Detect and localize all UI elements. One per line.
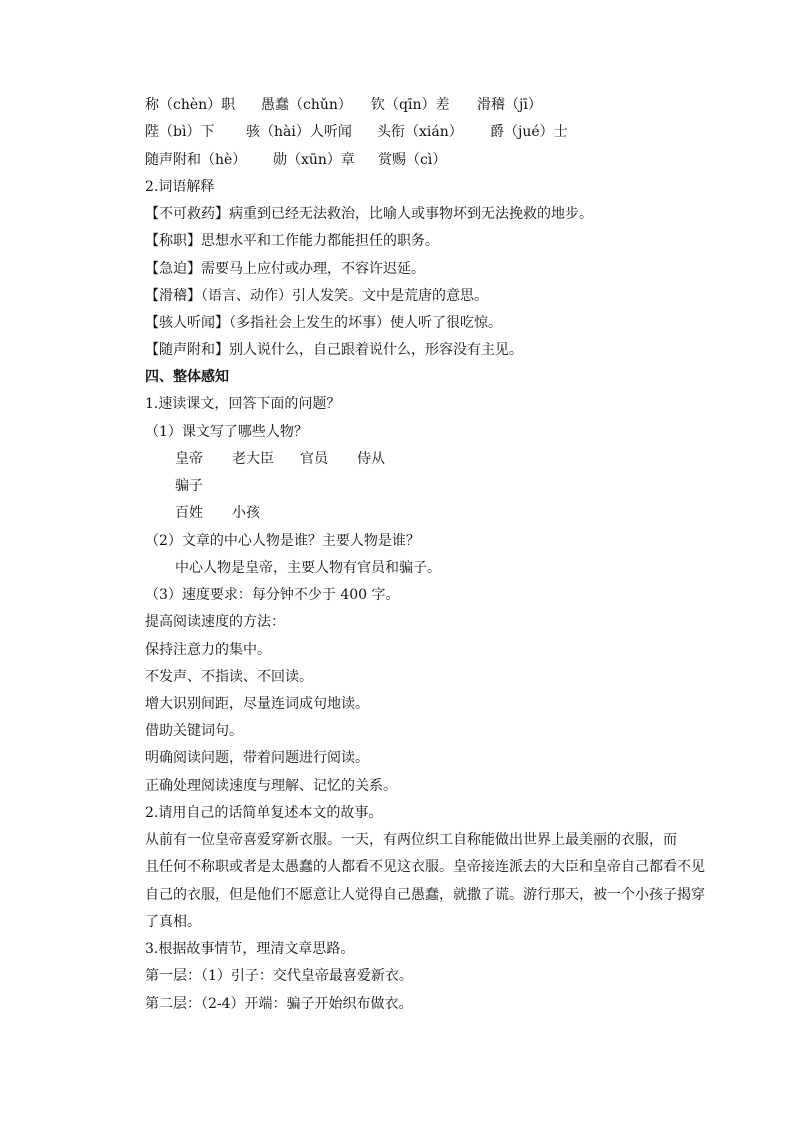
pinyin-item: 钦（qīn）差 xyxy=(371,97,450,113)
pinyin-item: 随声附和（hè） xyxy=(145,152,247,168)
story-line: 且任何不称职或者是太愚蠢的人都看不见这衣服。皇帝接连派去的大臣和皇帝自己都看不见 xyxy=(145,859,705,875)
pinyin-item: 头衔（xián） xyxy=(377,124,463,140)
method-item: 增大识别间距，尽量连词成句地读。 xyxy=(145,696,369,712)
pinyin-item: 骇（hài）人听闻 xyxy=(246,124,352,140)
outline-item: 第一层：（1）引子：交代皇帝最喜爱新衣。 xyxy=(145,968,413,984)
vocab-item: 【急迫】需要马上应付或办理，不容许迟延。 xyxy=(145,261,425,277)
character-item: 老大臣 xyxy=(232,451,274,467)
character-item: 骗子 xyxy=(175,478,203,494)
vocab-item: 【滑稽】（语言、动作）引人发笑。文中是荒唐的意思。 xyxy=(145,288,488,304)
pinyin-item: 愚蠢（chǔn） xyxy=(261,97,352,113)
sub-question: （2）文章的中心人物是谁？主要人物是谁？ xyxy=(145,533,420,549)
story-line: 从前有一位皇帝喜爱穿新衣服。一天，有两位织工自称能做出世界上最美丽的衣服，而 xyxy=(145,832,677,848)
sub-question: （1）课文写了哪些人物？ xyxy=(145,424,308,440)
method-item: 正确处理阅读速度与理解、记忆的关系。 xyxy=(145,778,397,794)
character-item: 官员 xyxy=(300,451,328,467)
story-line: 自己的衣服，但是他们不愿意让人觉得自己愚蠢，就撒了谎。游行那天，被一个小孩子揭穿 xyxy=(145,887,705,903)
question: 1.速读课文，回答下面的问题？ xyxy=(145,396,341,412)
method-item: 不发声、不指读、不回读。 xyxy=(145,669,313,685)
vocab-heading: 2.词语解释 xyxy=(145,179,215,195)
pinyin-item: 滑稽（jī） xyxy=(477,97,542,113)
method-item: 明确阅读问题，带着问题进行阅读。 xyxy=(145,750,369,766)
sub-question: （3）速度要求：每分钟不少于 400 字。 xyxy=(145,587,400,603)
pinyin-item: 爵（jué）士 xyxy=(490,124,568,140)
outline-item: 第二层：（2-4）开端：骗子开始织布做衣。 xyxy=(145,996,413,1012)
character-item: 皇帝 xyxy=(175,451,203,467)
pinyin-item: 赏赐（cì） xyxy=(378,152,447,168)
pinyin-item: 称（chèn）职 xyxy=(145,97,236,113)
pinyin-item: 陛（bì）下 xyxy=(145,124,215,140)
pinyin-item: 勋（xūn）章 xyxy=(273,152,355,168)
section-heading: 四、整体感知 xyxy=(145,369,229,385)
story-line: 了真相。 xyxy=(145,914,201,930)
vocab-item: 【不可救药】病重到已经无法救治，比喻人或事物坏到无法挽救的地步。 xyxy=(145,206,593,222)
method-item: 保持注意力的集中。 xyxy=(145,642,271,658)
answer: 中心人物是皇帝，主要人物有官员和骗子。 xyxy=(175,560,441,576)
vocab-item: 【随声附和】别人说什么，自己跟着说什么，形容没有主见。 xyxy=(145,342,523,358)
character-item: 百姓 xyxy=(175,505,203,521)
vocab-item: 【称职】思想水平和工作能力都能担任的职务。 xyxy=(145,233,439,249)
question: 3.根据故事情节，理清文章思路。 xyxy=(145,941,355,957)
method-item: 借助关键词句。 xyxy=(145,723,243,739)
character-item: 侍从 xyxy=(357,451,385,467)
question: 2.请用自己的话简单复述本文的故事。 xyxy=(145,805,383,821)
character-item: 小孩 xyxy=(232,505,260,521)
methods-heading: 提高阅读速度的方法： xyxy=(145,614,285,630)
vocab-item: 【骇人听闻】（多指社会上发生的坏事）使人听了很吃惊。 xyxy=(145,315,502,331)
